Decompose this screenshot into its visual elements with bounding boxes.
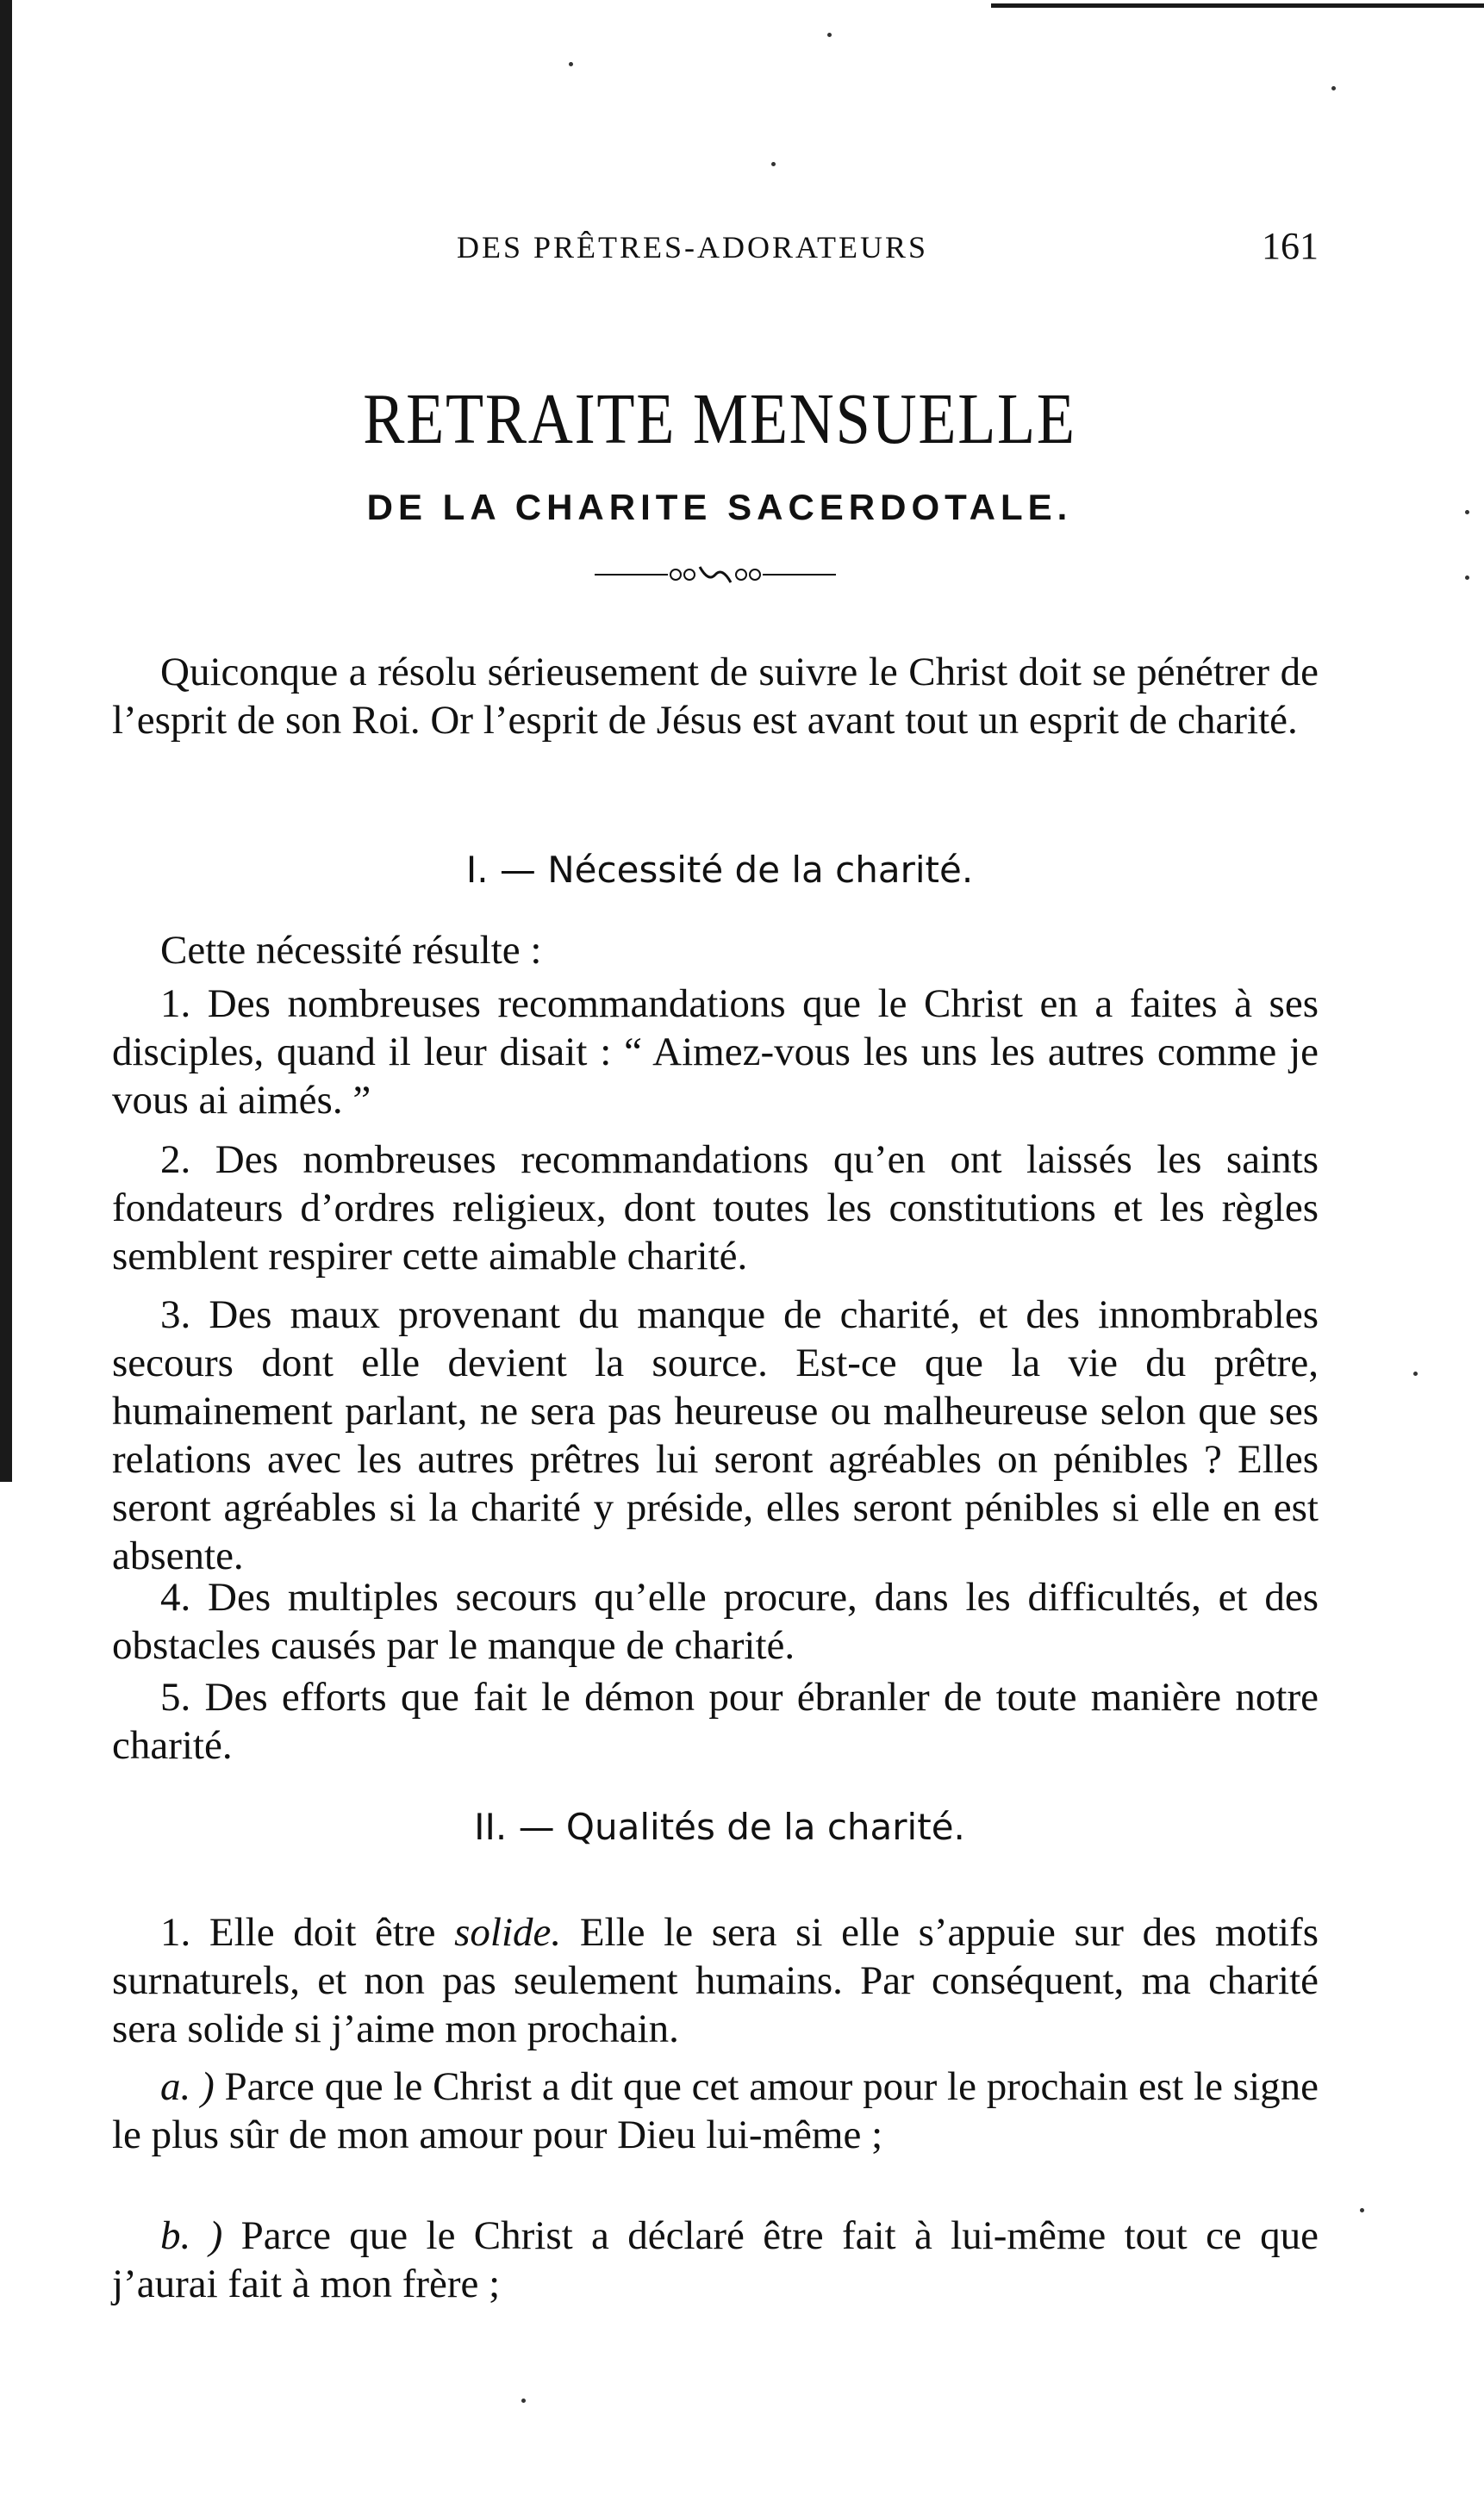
page-number: 161 [1262, 225, 1319, 267]
print-speck [1413, 1372, 1418, 1376]
print-speck [1360, 2208, 1364, 2212]
section2-item-1-rest: Elle le sera si elle s’appuie sur des motifs surnaturels, et non pas seulement humains. Par conséquent, ma charité sera solide si j’aime mon prochain. [112, 1910, 1319, 2051]
section2-subitem-b [112, 2212, 1319, 2308]
chapter-title: RETRAITE MENSUELLE [363, 379, 1076, 459]
section2-item-1 [112, 1908, 1319, 2053]
running-header [112, 225, 1319, 267]
section1-item-1: 1. Des nombreuses recommandations que le Christ en a faites à ses disciples, quand il leur disait : “ Aimez-vous les uns les autres comme je vous ai aimés. ” [112, 981, 1319, 1123]
subitem-b-text: Parce que le Christ a déclaré être fait à lui-même tout ce que j’aurai fait à mon frère ; [112, 2213, 1319, 2306]
section1-lead: Cette nécessité résulte : [160, 928, 542, 973]
top-edge-line [991, 3, 1484, 8]
section2-subitem-a [112, 2063, 1319, 2159]
section1-item-2: 2. Des nombreuses recommandations qu’en ont laissés les saints fondateurs d’ordres religieux, dont toutes les constitutions et les règles semblent respirer cette aimable charité. [112, 1137, 1319, 1279]
ornament-divider [586, 562, 845, 588]
section1-item-5: 5. Des efforts que fait le démon pour ébranler de toute manière notre charité. [112, 1675, 1319, 1768]
print-speck [569, 62, 573, 66]
section2-item-1-start: 1. Elle doit être [160, 1910, 455, 1955]
print-speck [771, 162, 776, 166]
chapter-subtitle: DE LA CHARITE SACERDOTALE. [366, 487, 1073, 527]
subitem-a-text: Parce que le Christ a dit que cet amour pour le prochain est le signe le plus sûr de mon amour pour Dieu lui-même ; [112, 2064, 1319, 2157]
print-speck [827, 33, 832, 37]
section1-item-3: 3. Des maux provenant du manque de charité, et des innombrables secours dont elle devient la source. Est-ce que la vie du prêtre, humainement parlant, ne sera pas heureuse ou malheureuse selon que ses relations avec les autres prêtres lui seront agréables on pénibles ? Elles seront agréables si la charité y préside, elles seront pénibles si elle en est absente. [112, 1292, 1319, 1578]
section-heading-1: I. — Nécessité de la charité. [465, 849, 974, 891]
print-speck [1331, 86, 1336, 90]
section2-item-1-emphasis: solide. [454, 1910, 562, 1955]
subitem-a-label: a. ) [160, 2064, 215, 2109]
print-speck [1465, 510, 1469, 514]
section1-item-4: 4. Des multiples secours qu’elle procure, dans les difficultés, et des obstacles causés par le manque de charité. [112, 1575, 1319, 1668]
print-speck [521, 2399, 526, 2403]
print-speck [1465, 576, 1469, 580]
running-title: DES PRÊTRES-ADORATEURS [457, 230, 929, 264]
left-edge-shadow [0, 0, 12, 1482]
section-heading-2: II. — Qualités de la charité. [474, 1806, 965, 1848]
subitem-b-label: b. ) [160, 2213, 223, 2258]
intro-paragraph: Quiconque a résolu sérieusement de suivre le Christ doit se pénétrer de l’esprit de son Roi. Or l’esprit de Jésus est avant tout un esprit de charité. [112, 650, 1319, 743]
